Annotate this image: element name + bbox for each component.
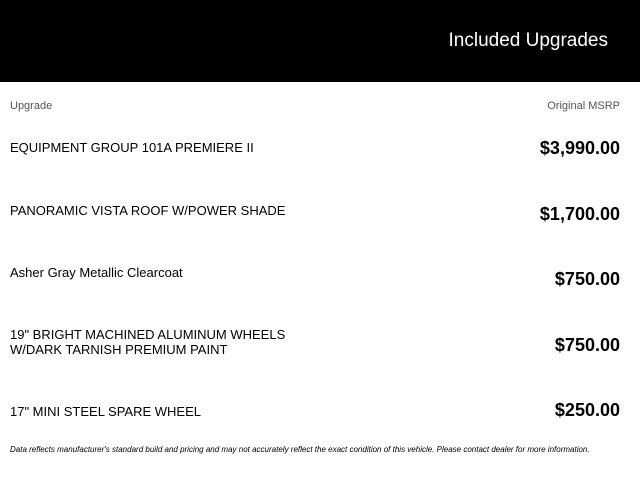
upgrade-price: $750.00 bbox=[554, 335, 620, 355]
msrp-column-header: Original MSRP bbox=[547, 100, 620, 112]
upgrade-name: 19" BRIGHT MACHINED ALUMINUM WHEELS W/DARK TARNISH PREMIUM PAINT bbox=[10, 327, 286, 357]
upgrade-price: $750.00 bbox=[554, 269, 620, 289]
page-header bbox=[0, 0, 640, 82]
upgrade-price: $3,990.00 bbox=[539, 138, 620, 158]
upgrade-name: PANORAMIC VISTA ROOF W/POWER SHADE bbox=[10, 203, 286, 218]
disclaimer-text: Data reflects manufacturer's standard build and pricing and may not accurately reflect the exact condition of this vehicle. Please contact dealer for more information. bbox=[10, 445, 590, 454]
upgrade-price: $1,700.00 bbox=[539, 204, 620, 224]
upgrade-column-header: Upgrade bbox=[10, 100, 53, 112]
upgrade-name: 17" MINI STEEL SPARE WHEEL bbox=[10, 404, 202, 419]
page-title: Included Upgrades bbox=[448, 30, 608, 51]
upgrade-name: EQUIPMENT GROUP 101A PREMIERE II bbox=[10, 140, 254, 155]
upgrade-name: Asher Gray Metallic Clearcoat bbox=[10, 265, 183, 280]
upgrade-price: $250.00 bbox=[554, 400, 620, 420]
